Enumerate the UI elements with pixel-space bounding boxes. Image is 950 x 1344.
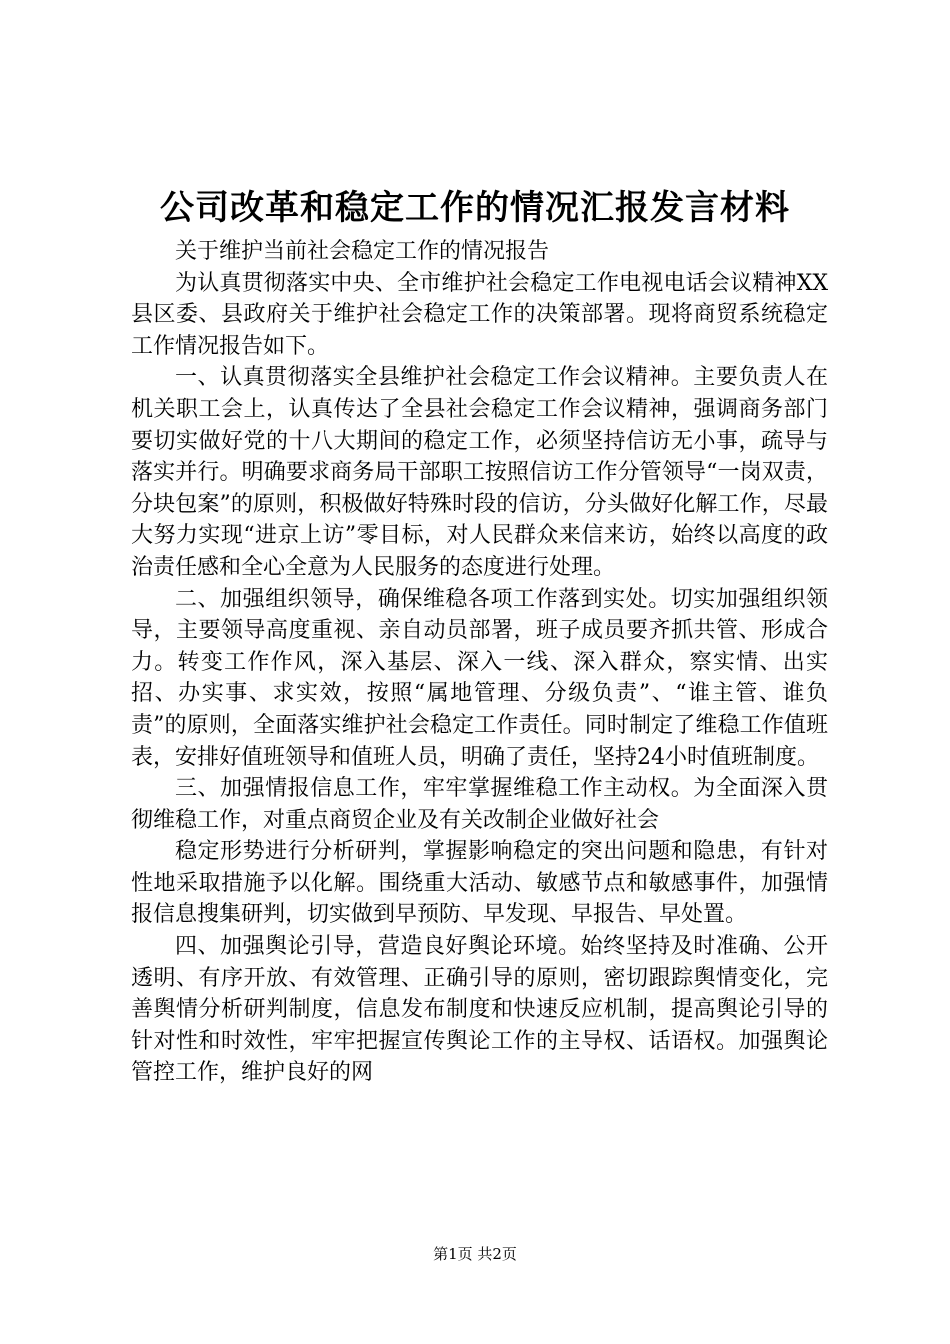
paragraph-section-2: 二、加强组织领导，确保维稳各项工作落到实处。切实加强组织领导，主要领导高度重视、亲自动员部署，班子成员要齐抓共管、形成合力。转变工作作风，深入基层、深入一线、深入群众，察实情、出实招、办实事、求实效，按照“属地管理、分级负责”、“谁主管、谁负责”的原则，全面落实维护社会稳定工作责任。同时制定了维稳工作值班表，安排好值班领导和值班人员，明确了责任，坚持24小时值班制度。 [131, 586, 828, 770]
paragraph-subtitle: 关于维护当前社会稳定工作的情况报告 [175, 239, 550, 264]
paragraph-section-3: 三、加强情报信息工作，牢牢掌握维稳工作主动权。为全面深入贯彻维稳工作，对重点商贸企业及有关改制企业做好社会 [131, 776, 828, 833]
paragraph-section-1: 一、认真贯彻落实全县维护社会稳定工作会议精神。主要负责人在机关职工会上，认真传达了全县社会稳定工作会议精神，强调商务部门要切实做好党的十八大期间的稳定工作，必须坚持信访无小事，疏导与落实并行。明确要求商务局干部职工按照信访工作分管领导“一岗双责，分块包案”的原则，积极做好特殊时段的信访，分头做好化解工作，尽最大努力实现“进京上访”零目标，对人民群众来信来访，始终以高度的政治责任感和全心全意为人民服务的态度进行处理。 [131, 365, 828, 580]
document-title: 公司改革和稳定工作的情况汇报发言材料 [160, 188, 790, 228]
paragraph-intro: 为认真贯彻落实中央、全市维护社会稳定工作电视电话会议精神XX县区委、县政府关于维护社会稳定工作的决策部署。现将商贸系统稳定工作情况报告如下。 [131, 270, 828, 359]
page-number-footer: 第1页 共2页 [433, 1245, 517, 1263]
document-body [131, 236, 828, 1089]
paragraph-section-3-continued: 稳定形势进行分析研判，掌握影响稳定的突出问题和隐患，有针对性地采取措施予以化解。围绕重大活动、敏感节点和敏感事件，加强情报信息搜集研判，切实做到早预防、早发现、早报告、早处置。 [131, 839, 828, 928]
paragraph-section-4: 四、加强舆论引导，营造良好舆论环境。始终坚持及时准确、公开透明、有序开放、有效管理、正确引导的原则，密切跟踪舆情变化，完善舆情分析研判制度，信息发布制度和快速反应机制，提高舆论引导的针对性和时效性，牢牢把握宣传舆论工作的主导权、话语权。加强舆论管控工作，维护良好的网 [131, 934, 828, 1086]
